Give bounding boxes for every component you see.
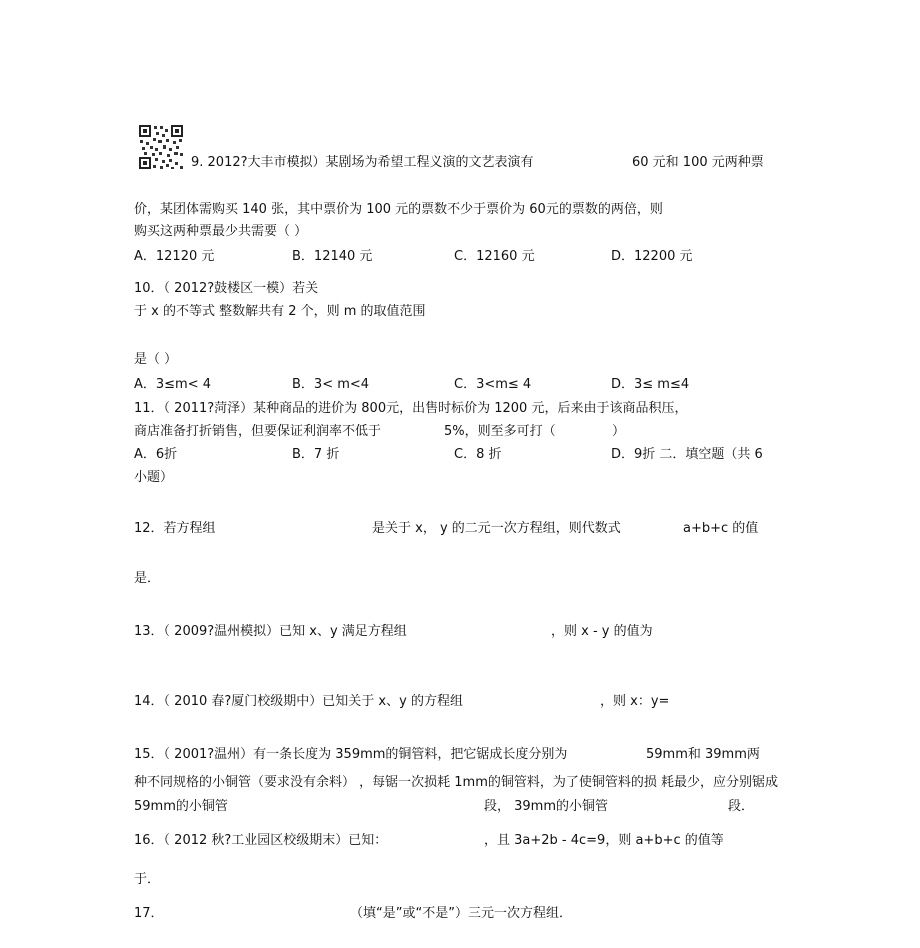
q11-line2: 商店准备打折销售，但要保证利润率不低于	[134, 424, 382, 439]
q10-option-c: C．3<m≤ 4	[454, 377, 532, 392]
q9-option-c: C．12160 元	[454, 249, 535, 264]
q15-line1-end: 59mm和 39mm两	[646, 747, 760, 762]
q15-line3-c: 段．	[728, 799, 755, 814]
q11-option-d: D．9折 二．填空题（共 6	[611, 447, 763, 462]
q10-line3: 是（ ）	[134, 352, 178, 367]
q13-text-a: 13．（ 2009?温州模拟）已知 x、y 满足方程组	[134, 624, 407, 639]
qr-code-image	[138, 124, 184, 170]
q15-line1: 15．（ 2001?温州）有一条长度为 359mm的铜管料，把它锯成长度分别为	[134, 747, 568, 762]
q15-line3-b: 段， 39mm的小铜管	[484, 799, 609, 814]
q17-text-a: 17．	[134, 906, 164, 921]
q12-text-b: 是关于 x， y 的二元一次方程组，则代数式	[372, 521, 621, 536]
q14-text-a: 14．（ 2010 春?厦门校级期中）已知关于 x、y 的方程组	[134, 694, 463, 709]
q9-option-d: D．12200 元	[611, 249, 693, 264]
q10-option-d: D．3≤ m≤4	[611, 377, 690, 392]
q12-text-c: a+b+c 的值	[683, 521, 759, 536]
q16-text-a: 16．（ 2012 秋?工业园区校级期末）已知：	[134, 833, 388, 848]
q10-line2: 于 x 的不等式 整数解共有 2 个，则 m 的取值范围	[134, 304, 426, 319]
q11-option-c: C．8 折	[454, 447, 502, 462]
q9-option-a: A．12120 元	[134, 249, 215, 264]
q9-line1-end: 60 元和 100 元两种票	[632, 155, 764, 170]
q15-line2: 种不同规格的小铜管（要求没有余料） ，每锯一次损耗 1mm的铜管料，为了使铜管料的损 耗最少，应分别锯成	[134, 775, 778, 790]
q12-text-d: 是．	[134, 571, 161, 586]
q16-text-b: ，且 3a+2b - 4c=9，则 a+b+c 的值等	[484, 833, 724, 848]
q13-text-b: ，则 x - y 的值为	[551, 624, 653, 639]
q16-text-c: 于．	[134, 872, 161, 887]
q17-text-b: （填“是”或“不是”）三元一次方程组．	[350, 906, 572, 921]
q11-line1: 11．（ 2011?菏泽）某种商品的进价为 800元，出售时标价为 1200 元，后来由于该商品积压，	[134, 401, 688, 416]
q11-line4: 小题）	[134, 470, 174, 485]
q11-option-a: A．6折	[134, 447, 178, 462]
q11-line2-end: ）	[612, 424, 626, 439]
q10-line1: 10．（ 2012?鼓楼区一模）若关	[134, 281, 319, 296]
q12-text-a: 12．若方程组	[134, 521, 216, 536]
q15-line3-a: 59mm的小铜管	[134, 799, 228, 814]
q9-line3: 购买这两种票最少共需要（ ）	[134, 224, 308, 239]
q9-line1: 9. 2012?大丰市模拟）某剧场为希望工程义演的文艺表演有	[191, 155, 534, 170]
q10-option-a: A．3≤m< 4	[134, 377, 212, 392]
q9-option-b: B．12140 元	[292, 249, 373, 264]
q11-option-b: B．7 折	[292, 447, 340, 462]
q11-line2-mid: 5%，则至多可打（	[444, 424, 556, 439]
q14-text-b: ，则 x：y=	[600, 694, 670, 709]
q10-option-b: B．3< m<4	[292, 377, 370, 392]
q9-line2: 价，某团体需购买 140 张，其中票价为 100 元的票数不少于票价为 60元的票数的两倍，则	[134, 202, 663, 217]
